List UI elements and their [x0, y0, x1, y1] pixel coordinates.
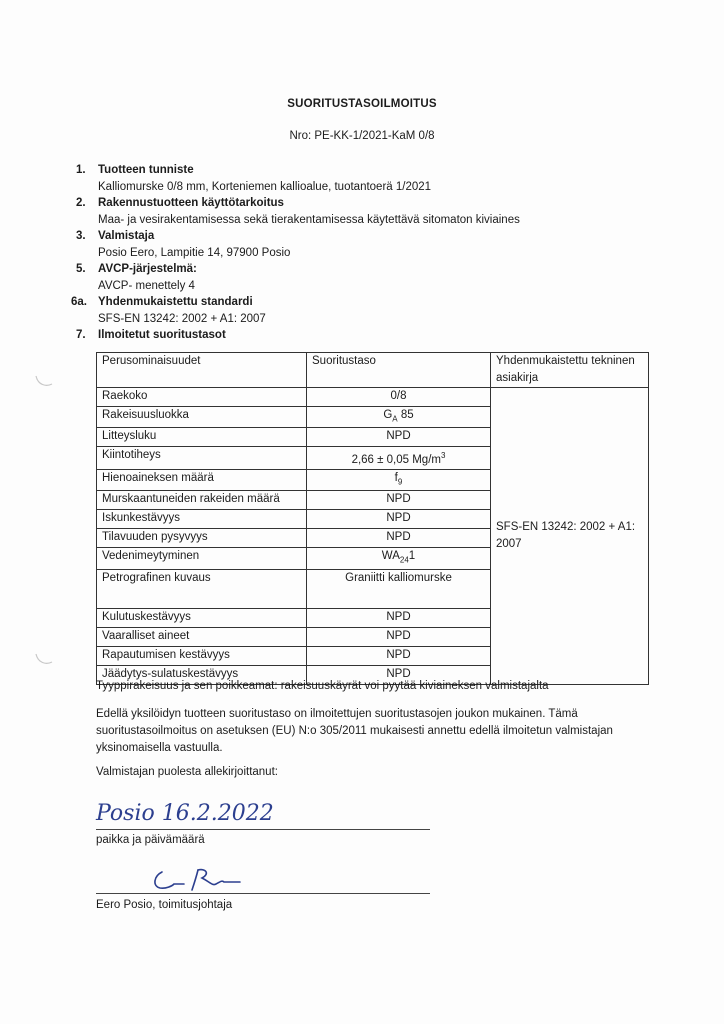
property-cell: Hienoaineksen määrä: [97, 470, 307, 491]
table-header-row: [97, 353, 649, 388]
value-cell: NPD: [307, 665, 491, 684]
section-list: [71, 162, 676, 344]
property-cell: Jäädytys-sulatuskestävyys: [97, 665, 307, 684]
value-cell: NPD: [307, 428, 491, 447]
section-number: 5.: [76, 263, 86, 275]
property-cell: Kulutuskestävyys: [97, 608, 307, 627]
section-number: 7.: [76, 329, 86, 341]
property-cell: Petrografinen kuvaus: [97, 569, 307, 608]
section-2: [76, 195, 676, 228]
document-number: Nro: PE-KK-1/2021-KaM 0/8: [289, 130, 435, 142]
section-number: 3.: [76, 230, 86, 242]
declaration-text: Edellä yksilöidyn tuotteen suoritustaso on ilmoitettujen suoritustasojen joukon mukainen. Tämä suoritustasoilmoitus on asetuksen (EU) N:o 305/2011 mukaisesti annettu edellä ilmoitetun valmistajan yksinomaisella vastuulla.: [96, 708, 613, 754]
section-6a: [71, 294, 676, 327]
handwritten-signature: [140, 862, 260, 896]
property-cell: Murskaantuneiden rakeiden määrä: [97, 491, 307, 510]
property-cell: Litteysluku: [97, 428, 307, 447]
property-cell: Rakeisuusluokka: [97, 407, 307, 428]
section-title: Tuotteen tunniste: [98, 164, 194, 176]
value-cell: NPD: [307, 627, 491, 646]
property-cell: Vaaralliset aineet: [97, 627, 307, 646]
property-cell: Raekoko: [97, 388, 307, 407]
value-cell: $G_A$ 85: [307, 407, 491, 428]
binder-hole-mark: [32, 650, 54, 668]
section-title: Valmistaja: [98, 230, 155, 242]
property-cell: Iskunkestävyys: [97, 510, 307, 529]
value-cell: NPD: [307, 646, 491, 665]
value-cell: NPD: [307, 529, 491, 548]
section-title: Rakennustuotteen käyttötarkoitus: [98, 197, 284, 209]
section-title: AVCP-järjestelmä:: [98, 263, 197, 275]
section-1: [76, 162, 676, 195]
section-body: SFS-EN 13242: 2002 + A1: 2007: [98, 313, 266, 325]
place-date-label: paikka ja päivämäärä: [96, 834, 205, 846]
property-cell: Tilavuuden pysyvyys: [97, 529, 307, 548]
property-cell: Vedenimeytyminen: [97, 548, 307, 569]
value-cell: 2,66 ± 0,05 $Mg/m^3$: [307, 447, 491, 470]
header-cell: Perusominaisuudet: [97, 353, 307, 388]
section-number: 1.: [76, 164, 86, 176]
table-row: [97, 388, 649, 407]
value-cell: NPD: [307, 608, 491, 627]
standard-cell: SFS-EN 13242: 2002 + A1: 2007: [491, 388, 649, 685]
section-number: 6a.: [71, 296, 87, 308]
section-5: [76, 261, 676, 294]
section-title: Yhdenmukaistettu standardi: [98, 296, 253, 308]
place-date-line: [96, 829, 430, 830]
section-number: 2.: [76, 197, 86, 209]
value-cell: 0/8: [307, 388, 491, 407]
value-cell: $f_9$: [307, 470, 491, 491]
section-title: Ilmoitetut suoritustasot: [98, 329, 226, 341]
performance-table: [96, 352, 649, 685]
section-body: AVCP- menettely 4: [98, 280, 195, 292]
section-3: [76, 228, 676, 261]
signed-by-intro: Valmistajan puolesta allekirjoittanut:: [96, 766, 278, 778]
section-7: [76, 327, 676, 344]
property-cell: Rapautumisen kestävyys: [97, 646, 307, 665]
typical-sample-note: Tyyppirakeisuus ja sen poikkeamat: rakeisuuskäyrät voi pyytää kiviaineksen valmistajalta: [96, 680, 549, 692]
section-body: Maa- ja vesirakentamisessa sekä tierakentamisessa käytettävä sitomaton kiviaines: [98, 214, 520, 226]
value-cell: NPD: [307, 491, 491, 510]
signer-name: Eero Posio, toimitusjohtaja: [96, 899, 233, 911]
header-cell: Suoritustaso: [307, 353, 491, 388]
binder-hole-mark: [32, 372, 54, 390]
value-cell: Graniitti kalliomurske: [307, 569, 491, 608]
section-body: Posio Eero, Lampitie 14, 97900 Posio: [98, 247, 291, 259]
header-cell: Yhdenmukaistettu tekninen asiakirja: [491, 353, 649, 388]
value-cell: $WA_{24}1$: [307, 548, 491, 569]
value-cell: NPD: [307, 510, 491, 529]
section-body: Kalliomurske 0/8 mm, Korteniemen kallioalue, tuotantoerä 1/2021: [98, 181, 432, 193]
signature-line: [96, 893, 430, 894]
handwritten-place-date: Posio 16.2.2022: [96, 801, 274, 826]
property-cell: Kiintotiheys: [97, 447, 307, 470]
document-title: SUORITUSTASOILMOITUS: [287, 98, 437, 110]
